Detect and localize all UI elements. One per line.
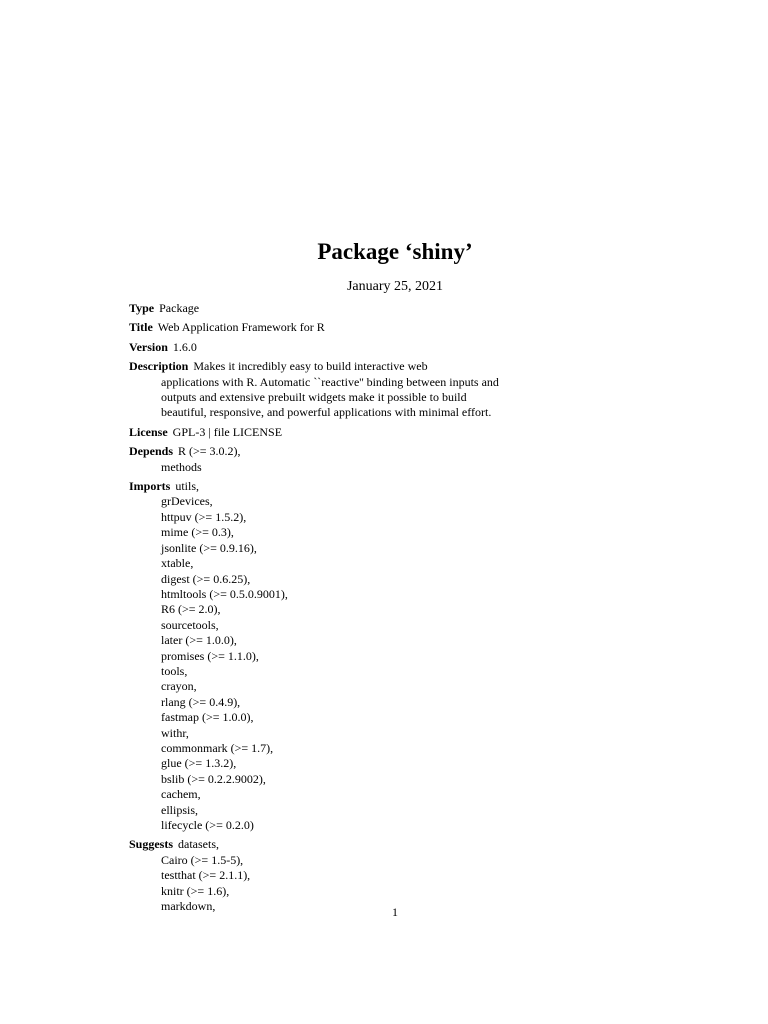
list-item: testthat (>= 2.1.1),	[161, 868, 251, 883]
list-item: sourcetools,	[161, 617, 219, 632]
list-item: Depends R (>= 3.0.2),	[129, 444, 241, 459]
list-item: httpuv (>= 1.5.2),	[161, 509, 247, 524]
field-label: Imports	[129, 479, 171, 494]
field-label: Type	[129, 301, 155, 315]
list-item: commonmark (>= 1.7),	[161, 740, 274, 755]
description-line: beautiful, responsive, and powerful applications with minimal effort.	[161, 405, 492, 420]
list-item: digest (>= 0.6.25),	[161, 571, 251, 586]
field-label: Suggests	[129, 837, 174, 852]
field-value: Package	[159, 301, 200, 315]
list-item: promises (>= 1.1.0),	[161, 648, 259, 663]
description-line: applications with R. Automatic ``reactive'' binding between inputs and	[161, 374, 499, 389]
package-date: January 25, 2021	[346, 279, 444, 294]
list-item: Cairo (>= 1.5-5),	[161, 852, 244, 867]
list-item: bslib (>= 0.2.2.9002),	[161, 771, 266, 786]
list-item: ellipsis,	[161, 802, 199, 817]
list-item: tools,	[161, 663, 188, 678]
list-item: jsonlite (>= 0.9.16),	[161, 540, 257, 555]
list-item: mime (>= 0.3),	[161, 525, 234, 540]
field-label: Version	[129, 339, 168, 354]
description-fields	[129, 301, 549, 918]
field-type	[129, 301, 549, 316]
list-item: crayon,	[161, 679, 197, 694]
list-item: Suggests datasets,	[129, 837, 220, 852]
field-label: License	[129, 424, 168, 439]
field-value: GPL-3 | file LICENSE	[172, 424, 283, 439]
list-item: rlang (>= 0.4.9),	[161, 694, 241, 709]
field-suggests	[129, 837, 549, 914]
field-depends	[129, 444, 549, 475]
list-item: Imports utils,	[129, 479, 200, 494]
field-description	[129, 359, 549, 421]
list-item: methods	[161, 459, 202, 474]
field-value: Web Application Framework for R	[157, 320, 325, 335]
list-item: markdown,	[161, 899, 216, 914]
field-title	[129, 320, 549, 335]
description-line: outputs and extensive prebuilt widgets make it possible to build	[161, 390, 467, 405]
list-item: R6 (>= 2.0),	[161, 602, 221, 617]
list-item: glue (>= 1.3.2),	[161, 756, 237, 771]
list-item: withr,	[161, 725, 189, 740]
list-item: xtable,	[161, 556, 194, 571]
field-label: Description	[129, 359, 189, 374]
list-item: later (>= 1.0.0),	[161, 633, 237, 648]
page-number: 1	[392, 905, 398, 919]
field-license	[129, 425, 549, 440]
field-imports	[129, 479, 549, 833]
list-item: cachem,	[161, 787, 201, 802]
field-label: Title	[129, 320, 153, 335]
list-item: htmltools (>= 0.5.0.9001),	[161, 586, 288, 601]
description-line: Description Makes it incredibly easy to build interactive web	[129, 359, 428, 374]
field-value: 1.6.0	[172, 339, 197, 354]
list-item: fastmap (>= 1.0.0),	[161, 710, 254, 725]
field-label: Depends	[129, 444, 174, 459]
list-item: lifecycle (>= 0.2.0)	[161, 818, 254, 832]
package-title: Package ‘shiny’	[317, 239, 473, 264]
field-version	[129, 340, 549, 355]
list-item: knitr (>= 1.6),	[161, 883, 230, 898]
list-item: grDevices,	[161, 494, 213, 509]
